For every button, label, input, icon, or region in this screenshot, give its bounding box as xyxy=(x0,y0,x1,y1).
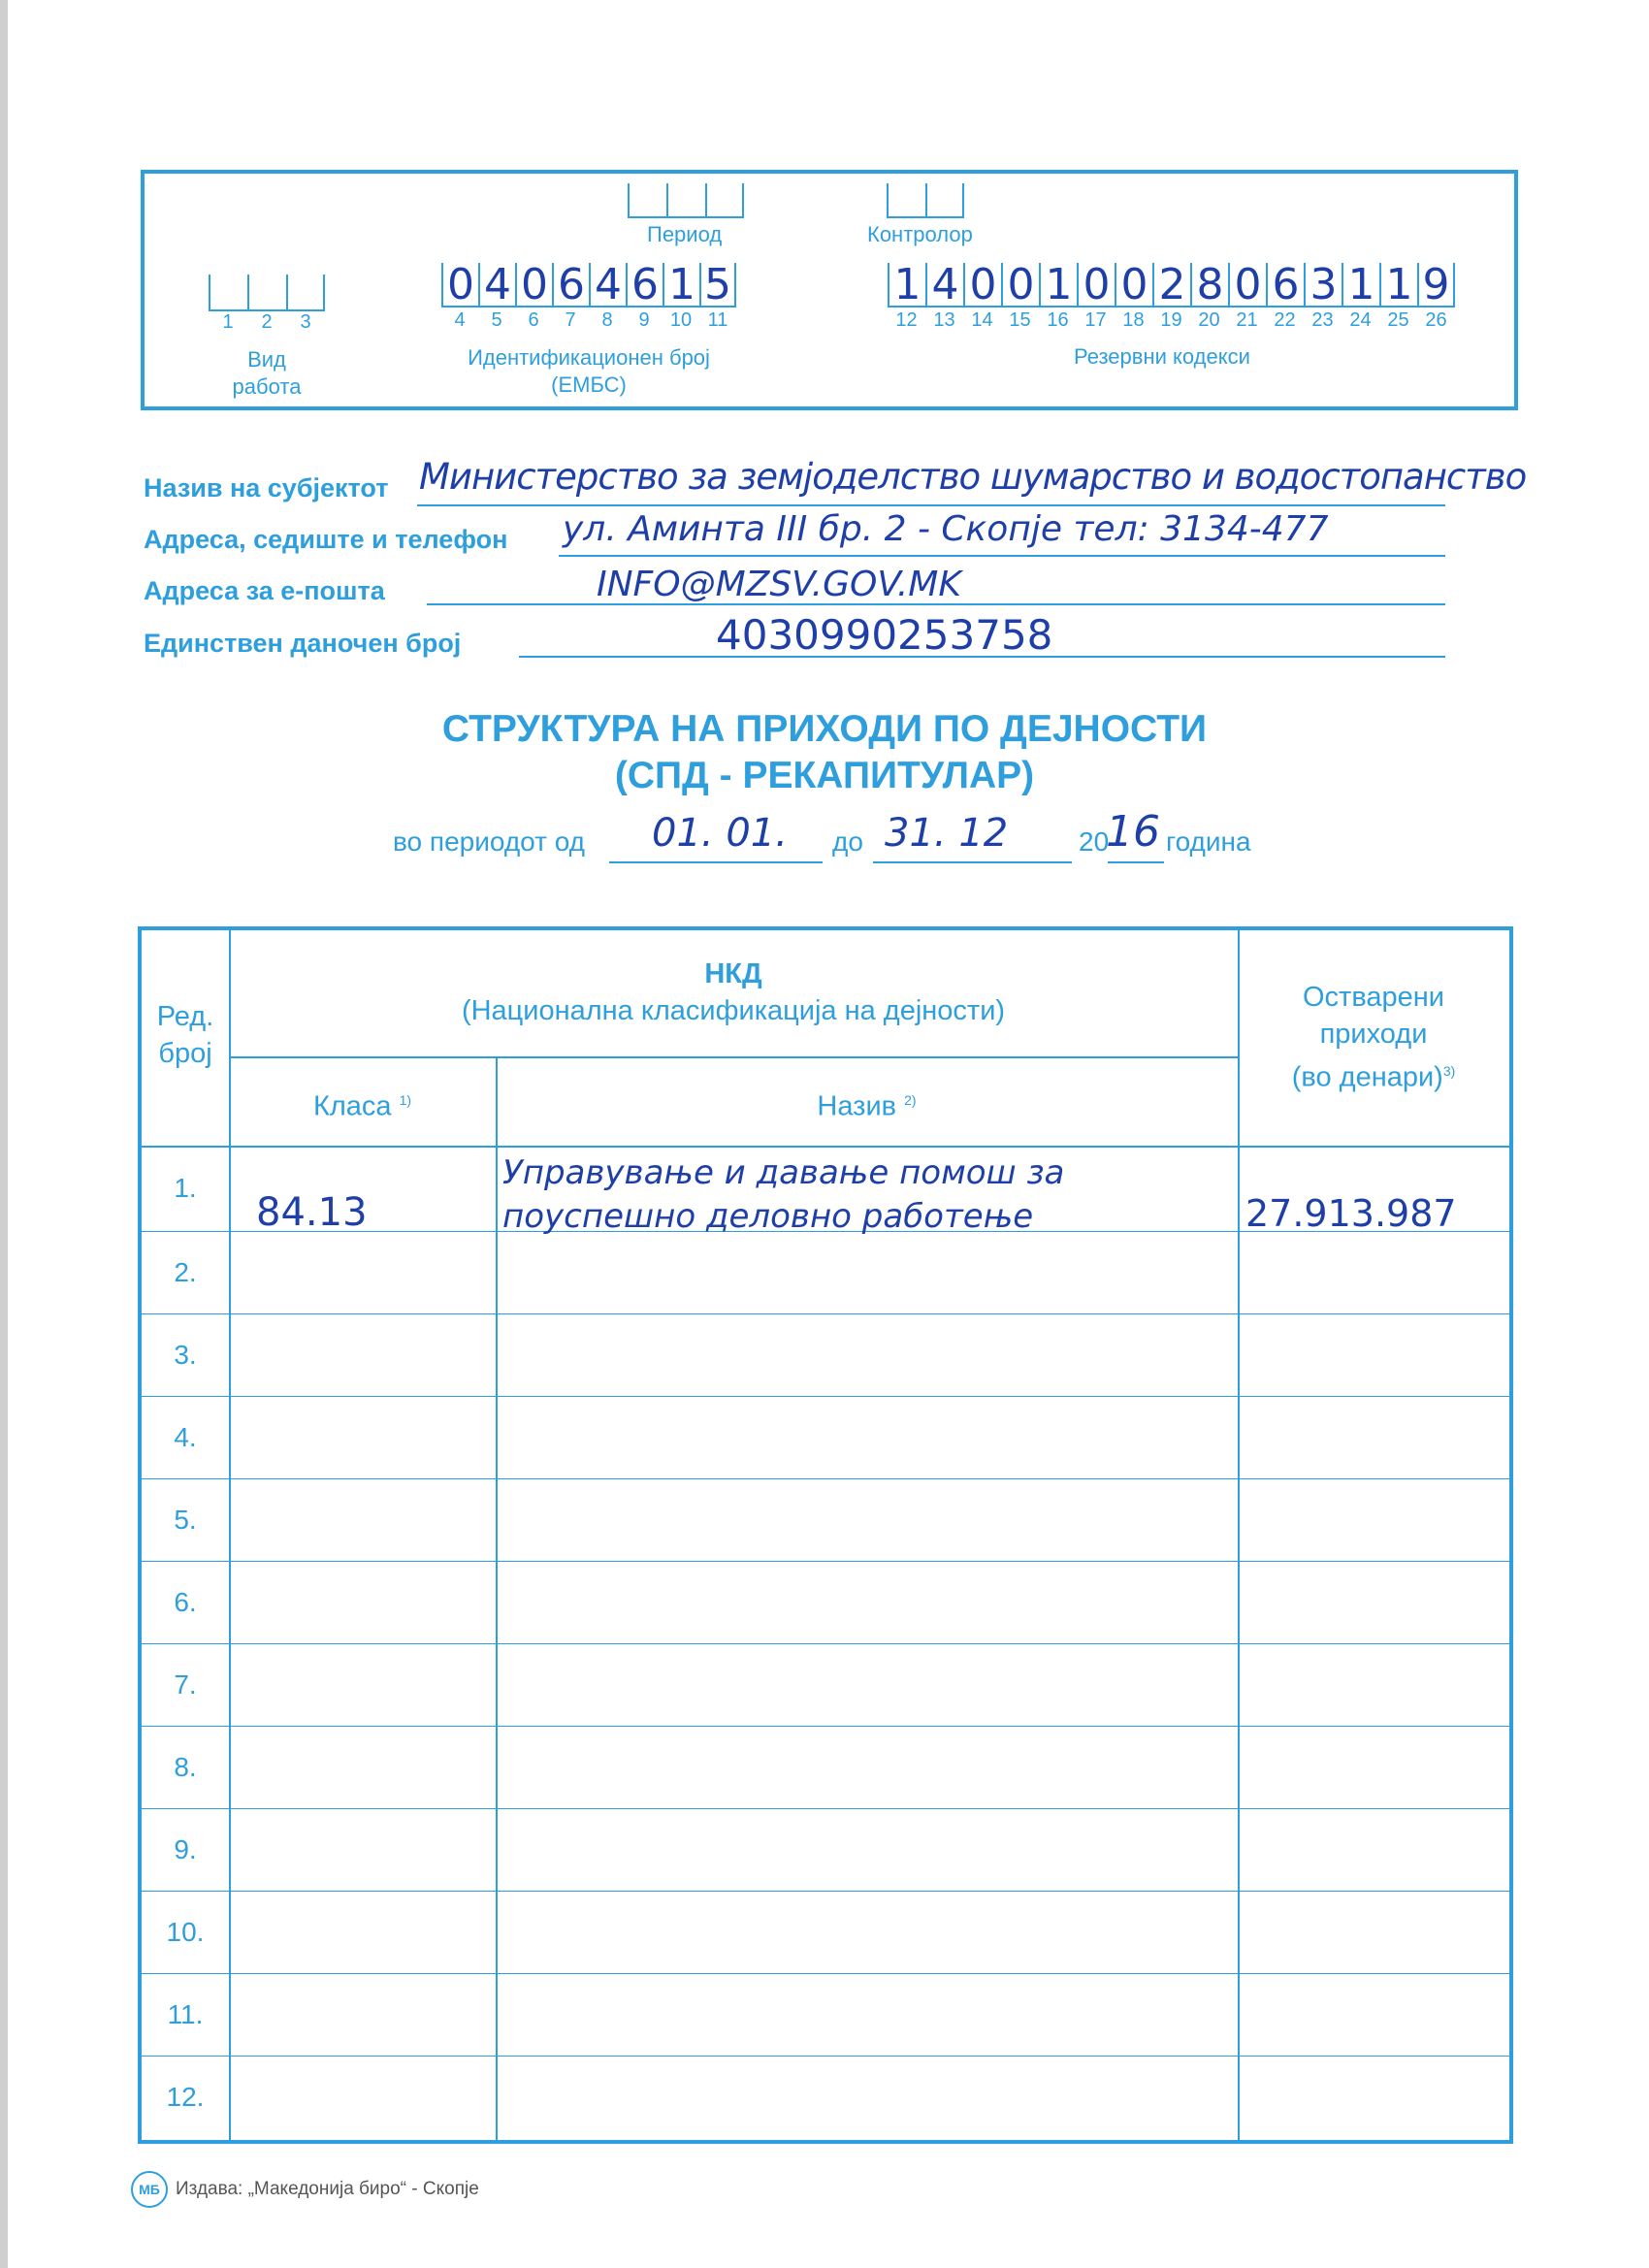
col-header-name: Назив $^{2)}$ xyxy=(817,1090,917,1122)
entry-income-value[interactable]: 27.913.987 xyxy=(1245,1192,1457,1235)
row-number: 4. xyxy=(174,1422,197,1452)
row-number: 1. xyxy=(174,1173,197,1203)
col-divider-income xyxy=(1238,930,1240,2140)
row-number: 2. xyxy=(174,1257,197,1287)
row-number: 12. xyxy=(166,2082,205,2112)
row-number: 7. xyxy=(174,1669,197,1700)
row-line xyxy=(142,1891,1509,1892)
col-header-nkd: НКД (Национална класификација на дејности) xyxy=(461,958,1006,1026)
subject-name-label: Назив на субјектот xyxy=(144,473,389,502)
subject-address-line xyxy=(559,555,1445,557)
scan-edge xyxy=(0,0,8,2268)
period-to-value[interactable]: 31. 12 xyxy=(885,811,1009,856)
row-number: 11. xyxy=(167,1999,204,2029)
row-number: 6. xyxy=(174,1587,197,1617)
row-number: 10. xyxy=(166,1917,205,1947)
subject-email-value[interactable]: INFO@MZSV.GOV.MK xyxy=(597,565,961,604)
row-line xyxy=(142,1808,1509,1809)
period-boxes xyxy=(628,183,744,218)
work-type-label: Вид работа xyxy=(232,347,302,399)
entry-name-line1[interactable]: Управување и давање помош за xyxy=(502,1153,1065,1192)
subject-address-label: Адреса, седиште и телефон xyxy=(144,525,508,554)
period-year-value[interactable]: 16 xyxy=(1106,807,1160,857)
publisher-text: Издава: „Македонија биро“ - Скопје xyxy=(176,2179,479,2199)
work-type-boxes xyxy=(209,275,325,311)
row-line xyxy=(142,1643,1509,1644)
row-line xyxy=(142,1478,1509,1479)
income-table xyxy=(138,926,1513,2144)
nkd-subheader-line xyxy=(229,1056,1238,1058)
subject-address-value[interactable]: ул. Аминта III бр. 2 - Скопје тел: 3134-477 xyxy=(563,509,1329,549)
subject-name-line xyxy=(417,504,1445,506)
period-year-line xyxy=(1108,861,1164,863)
id-label: Идентификационен број (ЕМБС) xyxy=(468,345,710,397)
reserve-digits: 12 13 14 15 16 17 18 19 20 21 22 23 24 25 26 xyxy=(895,309,1447,331)
col-divider-class xyxy=(496,1056,498,2140)
period-prefix: во периодот од xyxy=(393,826,586,857)
period-year-prefix: 20 xyxy=(1079,826,1110,857)
id-digits: 4 5 6 7 8 9 10 11 xyxy=(454,309,728,331)
period-from-line xyxy=(609,861,823,863)
entry-class-value[interactable]: 84.13 xyxy=(256,1190,368,1235)
reserve-value-boxes: 1 4 0 0 1 0 0 2 8 0 6 3 1 1 9 xyxy=(888,263,1455,308)
publisher-footer xyxy=(131,2171,479,2208)
controller-label: Контролор xyxy=(867,222,973,246)
period-to-line xyxy=(873,861,1072,863)
row-number: 5. xyxy=(174,1505,197,1535)
period-to-word: до xyxy=(832,826,863,857)
row-line xyxy=(142,2056,1509,2057)
period-from-value[interactable]: 01. 01. xyxy=(652,811,788,856)
row-line xyxy=(142,1726,1509,1727)
subject-tax-label: Единствен даночен број xyxy=(144,629,462,658)
period-label: Период xyxy=(647,222,723,246)
publisher-logo-icon: МБ xyxy=(131,2171,168,2208)
row-line xyxy=(142,1561,1509,1562)
subject-email-label: Адреса за е-пошта xyxy=(144,576,385,605)
row-number: 3. xyxy=(174,1340,197,1370)
row-line xyxy=(142,1396,1509,1397)
work-type-digits: 1 2 3 xyxy=(222,311,311,333)
id-value-boxes: 0 4 0 6 4 6 1 5 xyxy=(441,263,736,308)
header-bottom-line xyxy=(142,1146,1509,1148)
controller-boxes xyxy=(887,183,964,218)
header-box xyxy=(141,170,1518,410)
col-header-income: Остварени приходи (во денари)$^{3)}$ xyxy=(1291,982,1456,1093)
period-year-word: година xyxy=(1166,826,1251,857)
subject-name-value[interactable]: Министерство за земјоделство шумарство и водостопанство xyxy=(419,456,1527,498)
form-title-line1: СТРУКТУРА НА ПРИХОДИ ПО ДЕЈНОСТИ xyxy=(441,708,1208,750)
col-header-rownum: Ред. број xyxy=(156,1001,214,1069)
form-title-line2: (СПД - РЕКАПИТУЛАР) xyxy=(614,755,1035,796)
row-number: 8. xyxy=(174,1752,197,1782)
entry-name-line2[interactable]: поуспешно деловно работење xyxy=(502,1197,1034,1236)
row-number: 9. xyxy=(174,1834,197,1864)
row-line xyxy=(142,1973,1509,1974)
subject-tax-value[interactable]: 4030990253758 xyxy=(716,611,1053,659)
reserve-label: Резервни кодекси xyxy=(1074,344,1250,369)
row-line xyxy=(142,1313,1509,1314)
col-header-class: Класа $^{1)}$ xyxy=(312,1090,412,1122)
